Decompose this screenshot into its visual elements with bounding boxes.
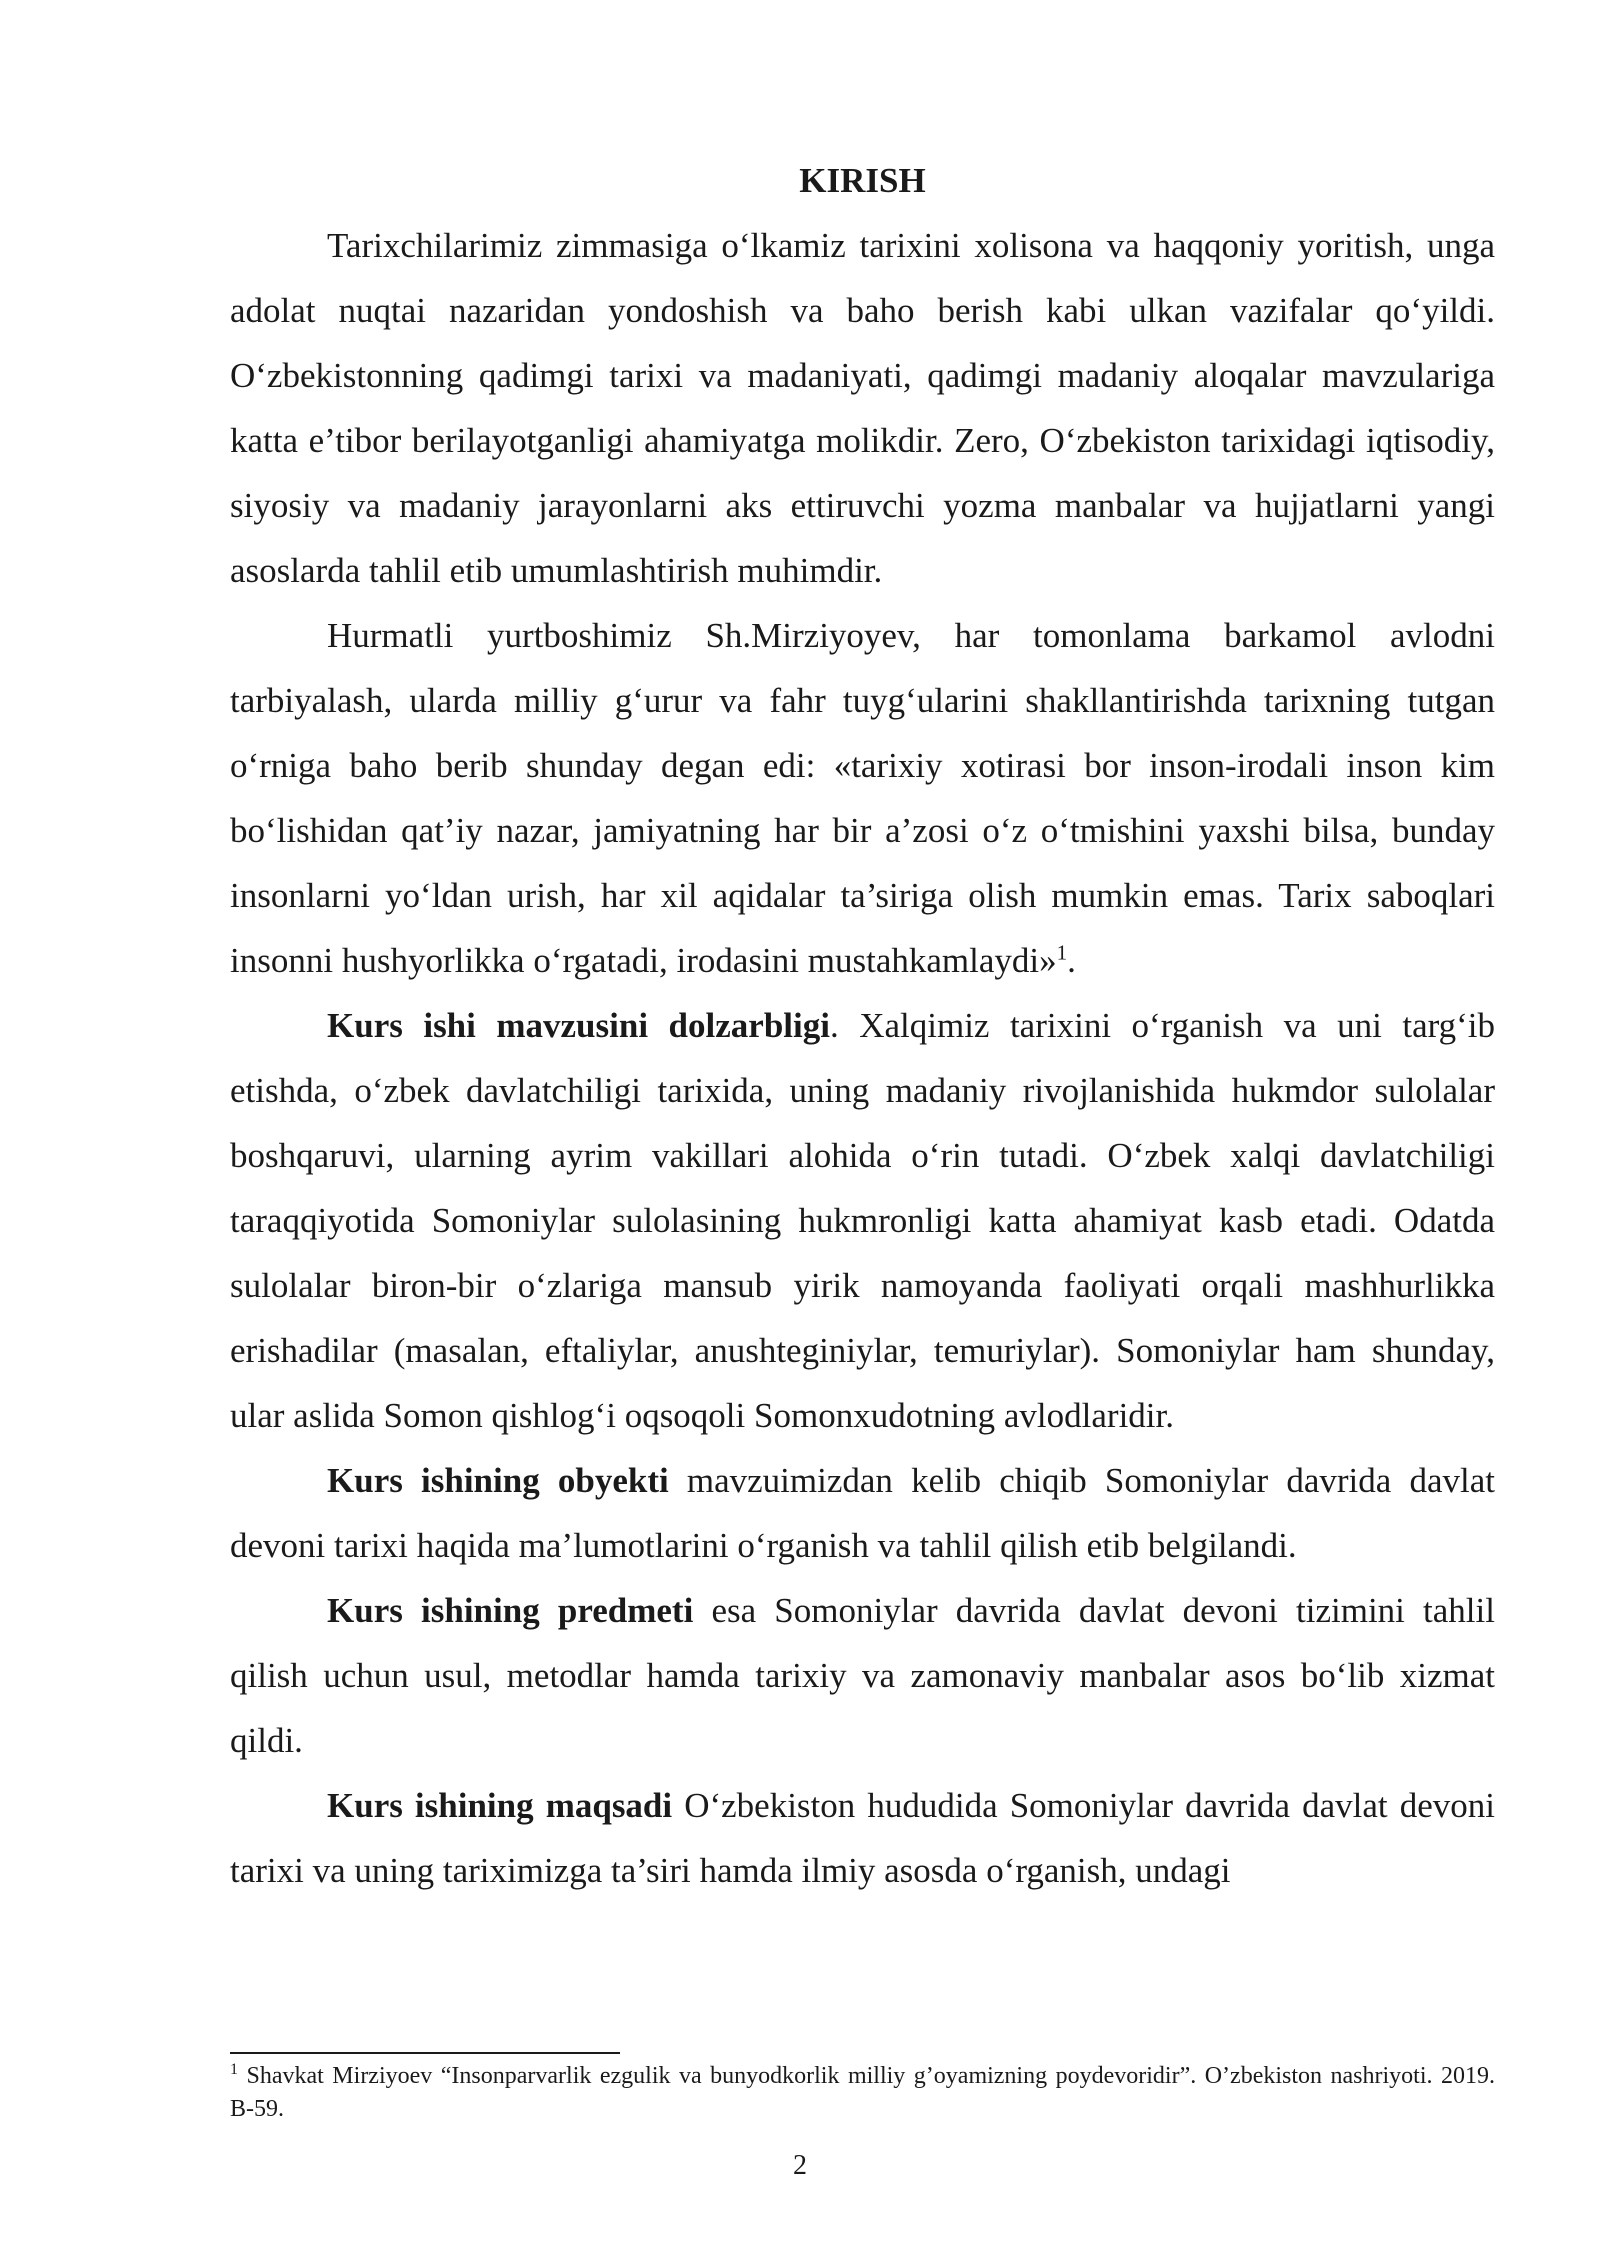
body-text	[230, 148, 1495, 1903]
paragraph-quote-end: .	[1067, 941, 1076, 980]
page-title: KIRISH	[799, 161, 926, 200]
goal-heading: Kurs ishining maqsadi	[327, 1786, 673, 1825]
object-text: mavzuimizdan kelib chiqib Somoniylar davrida davlat devoni tarixi haqida ma’lumotlarini o‘rganish va tahlil qilish etib belgilandi.	[230, 1461, 1495, 1565]
paragraph-subject	[230, 1578, 1495, 1773]
paragraph-object	[230, 1448, 1495, 1578]
paragraph-intro	[230, 213, 1495, 603]
relevance-heading: Kurs ishi mavzusini dolzarbligi	[327, 1006, 830, 1045]
footnote-text: Shavkat Mirziyoev “Insonparvarlik ezgulik va bunyodkorlik milliy g’oyamizning poydevoridir”. O’zbekiston nashriyoti. 2019. B-59.	[230, 2063, 1495, 2122]
object-heading: Kurs ishining obyekti	[327, 1461, 669, 1500]
paragraph-relevance	[230, 993, 1495, 1448]
footnote-reference[interactable]: 1	[1056, 940, 1068, 965]
paragraph-intro-text: Tarixchilarimiz zimmasiga o‘lkamiz tarixini xolisona va haqqoniy yoritish, unga adolat nuqtai nazaridan yondoshish va baho berish kabi ulkan vazifalar qo‘yildi. O‘zbekistonning qadimgi tarixi va madaniyati, qadimgi madaniy aloqalar mavzulariga katta e’tibor berilayotganligi ahamiyatga molikdir. Zero, O‘zbekiston tarixidagi iqtisodiy, siyosiy va madaniy jarayonlarni aks ettiruvchi yozma manbalar va hujjatlarni yangi asoslarda tahlil etib umumlashtirish muhimdir.	[230, 226, 1495, 590]
page-number: 2	[793, 2150, 807, 2181]
relevance-text: . Xalqimiz tarixini o‘rganish va uni targ‘ib etishda, o‘zbek davlatchiligi tarixida, uning madaniy rivojlanishida hukmdor sulolalar boshqaruvi, ularning ayrim vakillari alohida o‘rin tutadi. O‘zbek xalqi davlatchiligi taraqqiyotida Somoniylar sulolasining hukmronligi katta ahamiyat kasb etadi. Odatda sulolalar biron-bir o‘zlariga mansub yirik namoyanda faoliyati orqali mashhurlikka erishadilar (masalan, eftaliylar, anushteginiylar, temuriylar). Somoniylar ham shunday, ular aslida Somon qishlog‘i oqsoqoli Somonxudotning avlodlaridir.	[230, 1006, 1496, 1435]
footnote-separator	[230, 2052, 620, 2054]
paragraph-quote-text: Hurmatli yurtboshimiz Sh.Mirziyoyev, har tomonlama barkamol avlodni tarbiyalash, ularda milliy g‘urur va fahr tuyg‘ularini shakllantirishda tarixning tutgan o‘rniga baho berib shunday degan edi: «tarixiy xotirasi bor inson-irodali inson kim bo‘lishidan qat’iy nazar, jamiyatning har bir a’zosi o‘z o‘tmishini yaxshi bilsa, bunday insonlarni yo‘ldan urish, har xil aqidalar ta’siriga olish mumkin emas. Tarix saboqlari insonni hushyorlikka o‘rgatadi, irodasini mustahkamlaydi»	[230, 616, 1495, 980]
footnote-marker: 1	[230, 2061, 238, 2078]
paragraph-quote	[230, 603, 1495, 993]
goal-text: O‘zbekiston hududida Somoniylar davrida davlat devoni tarixi va uning tariximizga ta’siri hamda ilmiy asosda o‘rganish, undagi	[230, 1786, 1495, 1890]
subject-heading: Kurs ishining predmeti	[327, 1591, 694, 1630]
footnote	[230, 2060, 1495, 2126]
subject-text: esa Somoniylar davrida davlat devoni tizimini tahlil qilish uchun usul, metodlar hamda tarixiy va zamonaviy manbalar asos bo‘lib xizmat qildi.	[230, 1591, 1495, 1760]
paragraph-goal	[230, 1773, 1495, 1903]
